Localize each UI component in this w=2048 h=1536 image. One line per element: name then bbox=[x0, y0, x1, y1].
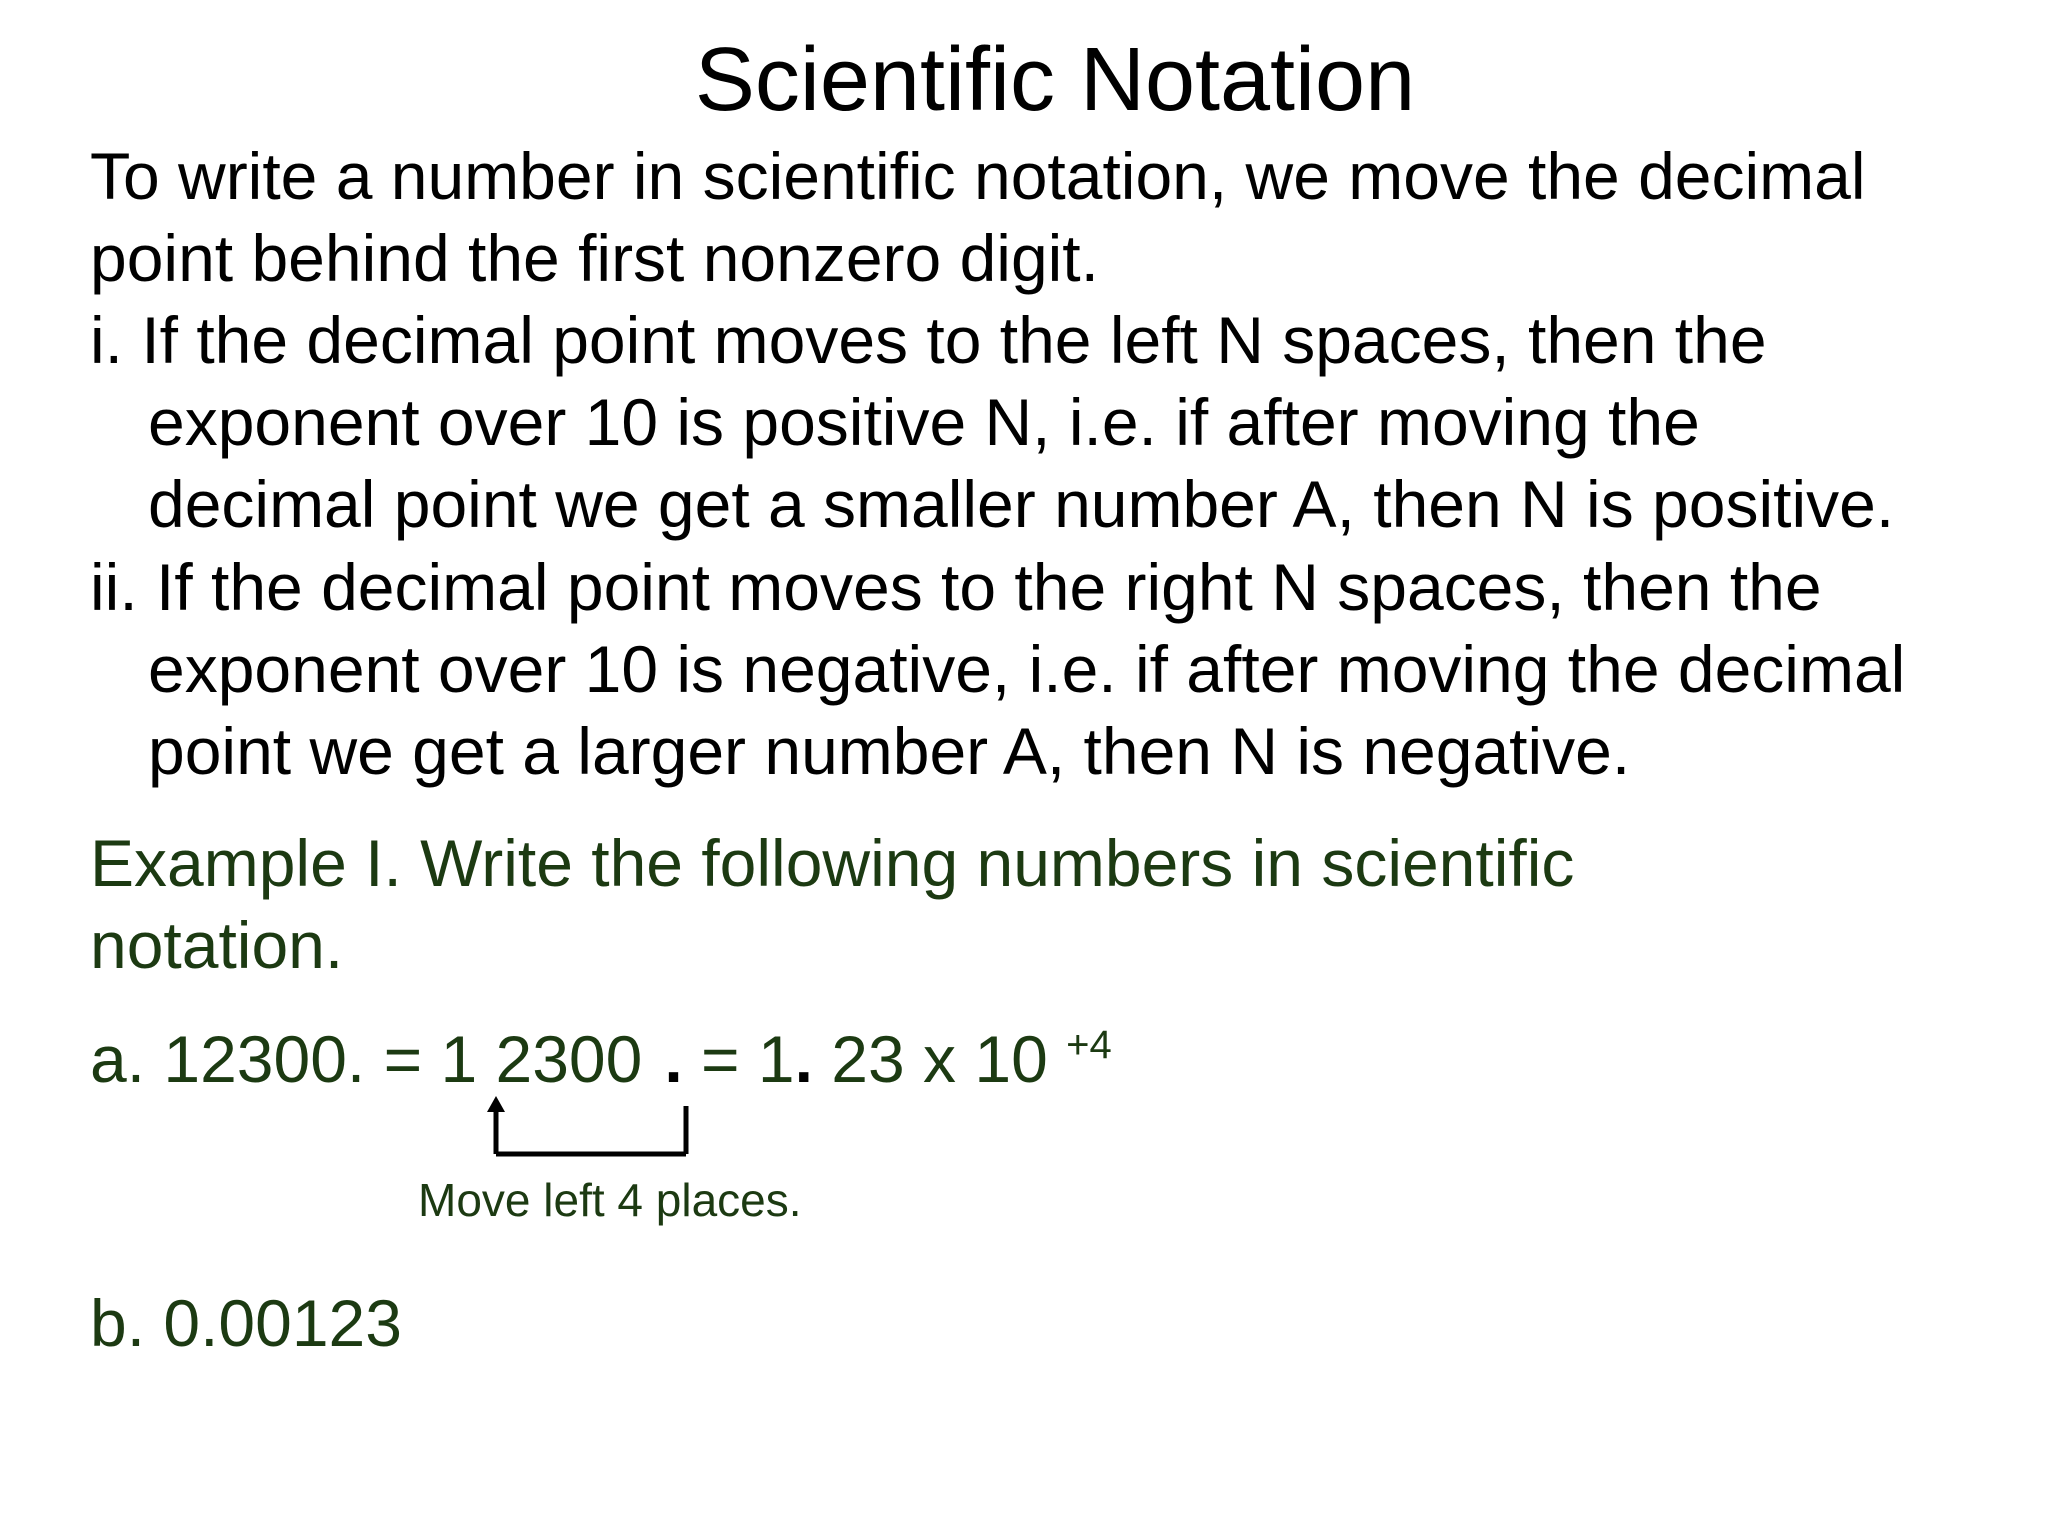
intro-line-1: To write a number in scientific notation, we move the decimal bbox=[90, 139, 1866, 213]
example-heading-line-2: notation. bbox=[90, 908, 344, 982]
example-a-mantissa: 23 x 10 bbox=[812, 1022, 1048, 1096]
rule-i-line-3: decimal point we get a smaller number A, then N is positive. bbox=[148, 467, 1895, 541]
example-a-note: Move left 4 places. bbox=[418, 1174, 802, 1226]
rule-i-line-2: exponent over 10 is positive N, i.e. if after moving the bbox=[148, 385, 1700, 459]
intro-line-2: point behind the first nonzero digit. bbox=[90, 221, 1099, 295]
example-b: b. 0.00123 bbox=[90, 1286, 402, 1360]
example-heading-line-1: Example I. Write the following numbers in scientific bbox=[90, 826, 1575, 900]
rule-ii-line-2: exponent over 10 is negative, i.e. if after moving the decimal bbox=[148, 632, 1906, 706]
example-a-equals: = 1 bbox=[701, 1022, 795, 1096]
slide-title: Scientific Notation bbox=[694, 30, 1416, 130]
decimal-point-moved: . bbox=[794, 1022, 813, 1096]
rule-i-line-1: i. If the decimal point moves to the left N spaces, then the bbox=[90, 303, 1767, 377]
decimal-point-original: . bbox=[664, 1022, 683, 1096]
rule-ii-line-3: point we get a larger number A, then N is negative. bbox=[148, 714, 1631, 788]
move-left-arrow-icon bbox=[476, 1096, 696, 1166]
rule-ii-line-1: ii. If the decimal point moves to the right N spaces, then the bbox=[90, 550, 1822, 624]
example-a-exponent: +4 bbox=[1066, 1023, 1112, 1067]
example-a-equation bbox=[90, 1018, 1112, 1100]
example-a-original: a. 12300. = 1 2300 bbox=[90, 1022, 643, 1096]
